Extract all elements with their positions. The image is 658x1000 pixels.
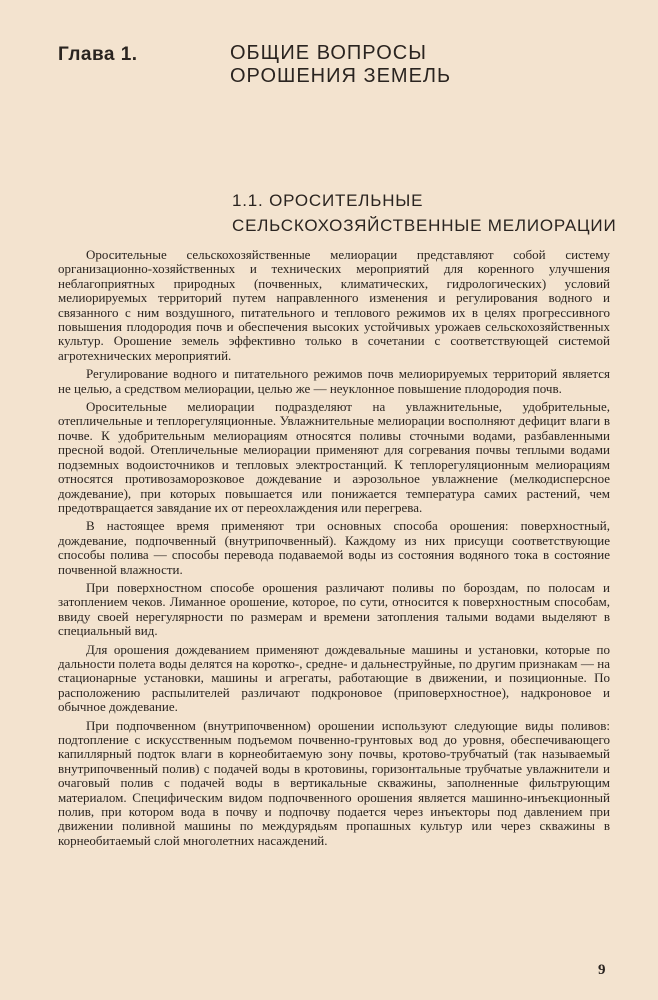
paragraph: При подпочвенном (внутрипочвенном) орошении используют следующие виды поливов: подтопление с искусственным подъемом почвенно-грунтовых вод до уровня, обеспечивающего капиллярный подток влаги в корнеобитаемую зону почвы, кротово-трубчатый (так называемый внутрипочвенный полив) с подачей воды в кротовины, горизонтальные трубчатые увлажнители и очаговый полив с подачей воды в вертикальные скважины, заполненные фильтрующим материалом. Специфическим видом подпочвенного орошения является машинно-инъекционный полив, при котором вода в почву и подпочву подается через инъекторы под давлением при движении поливной машины по междурядьям пропашных культур или через скважины в корнеобитаемый слой многолетних насаждений.	[58, 717, 610, 848]
chapter-title-line-1: ОБЩИЕ ВОПРОСЫ	[230, 42, 427, 64]
paragraph: Оросительные сельскохозяйственные мелиорации представляют собой систему организационно-хозяйственных и технических мероприятий для коренного улучшения неблагоприятных природных (почвенных, климатических, гидрологических) условий мелиорируемых территорий путем направленного изменения и регулирования водного и связанного с ним воздушного, питательного и теплового режимов их в целях прогрессивного повышения плодородия почв и обеспечения высоких устойчивых урожаев сельскохозяйственных культур. Орошение земель эффективно только в сочетании с соответствующей системой агротехнических мероприятий.	[58, 247, 610, 363]
paragraph: В настоящее время применяют три основных способа орошения: поверхностный, дождевание, подпочвенный (внутрипочвенный). Каждому из них присущи соответствующие способы полива — способы перевода подаваемой воды из состояния водяного тока в состояние почвенной влажности.	[58, 518, 610, 577]
paragraph: Регулирование водного и питательного режимов почв мелиорируемых территорий является не целью, а средством мелиорации, целью же — неуклонное повышение плодородия почв.	[58, 366, 610, 396]
body-text	[58, 248, 610, 852]
section-title-line-1: 1.1. ОРОСИТЕЛЬНЫЕ	[232, 191, 424, 210]
paragraph: Оросительные мелиорации подразделяют на увлажнительные, удобрительные, отепличельные и теплорегуляционные. Увлажнительные мелиорации восполняют дефицит влаги в почве. К удобрительным мелиорациям относятся поливы сточными водами, разбавленными пресной водой. Отепличельные мелиорации применяют для согревания почвы теплыми водами подземных водоисточников и тепловых электростанций. К теплорегуляционным мелиорациям относятся противозаморозковое дождевание и аэрозольное увлажнение (мелкодисперсное дождевание), при которых повышается или понижается температура самих растений, чем предотвращается завядание их от переохлаждения или перегрева.	[58, 399, 610, 515]
section-title	[232, 188, 616, 238]
paragraph: Для орошения дождеванием применяют дождевальные машины и установки, которые по дальности полета воды делятся на коротко-, средне- и дальнеструйные, по другим признакам — на стационарные установки, машины и агрегаты, работающие в движении, и позиционные. По расположению распылителей различают подкроновое (приповерхностное), надкроновое и обычное дождевание.	[58, 641, 610, 715]
section-title-line-2: СЕЛЬСКОХОЗЯЙСТВЕННЫЕ МЕЛИОРАЦИИ	[232, 216, 617, 235]
chapter-label: Глава 1.	[58, 44, 138, 65]
page-number: 9	[598, 962, 606, 978]
paragraph: При поверхностном способе орошения различают поливы по бороздам, по полосам и затоплением чеков. Лиманное орошение, которое, по сути, относится к поверхностным способам, ввиду своей нерегулярности по размерам и времени затопления талыми водами выделяют в специальный вид.	[58, 579, 610, 639]
chapter-title	[230, 42, 451, 88]
chapter-title-line-2: ОРОШЕНИЯ ЗЕМЕЛЬ	[230, 65, 452, 87]
